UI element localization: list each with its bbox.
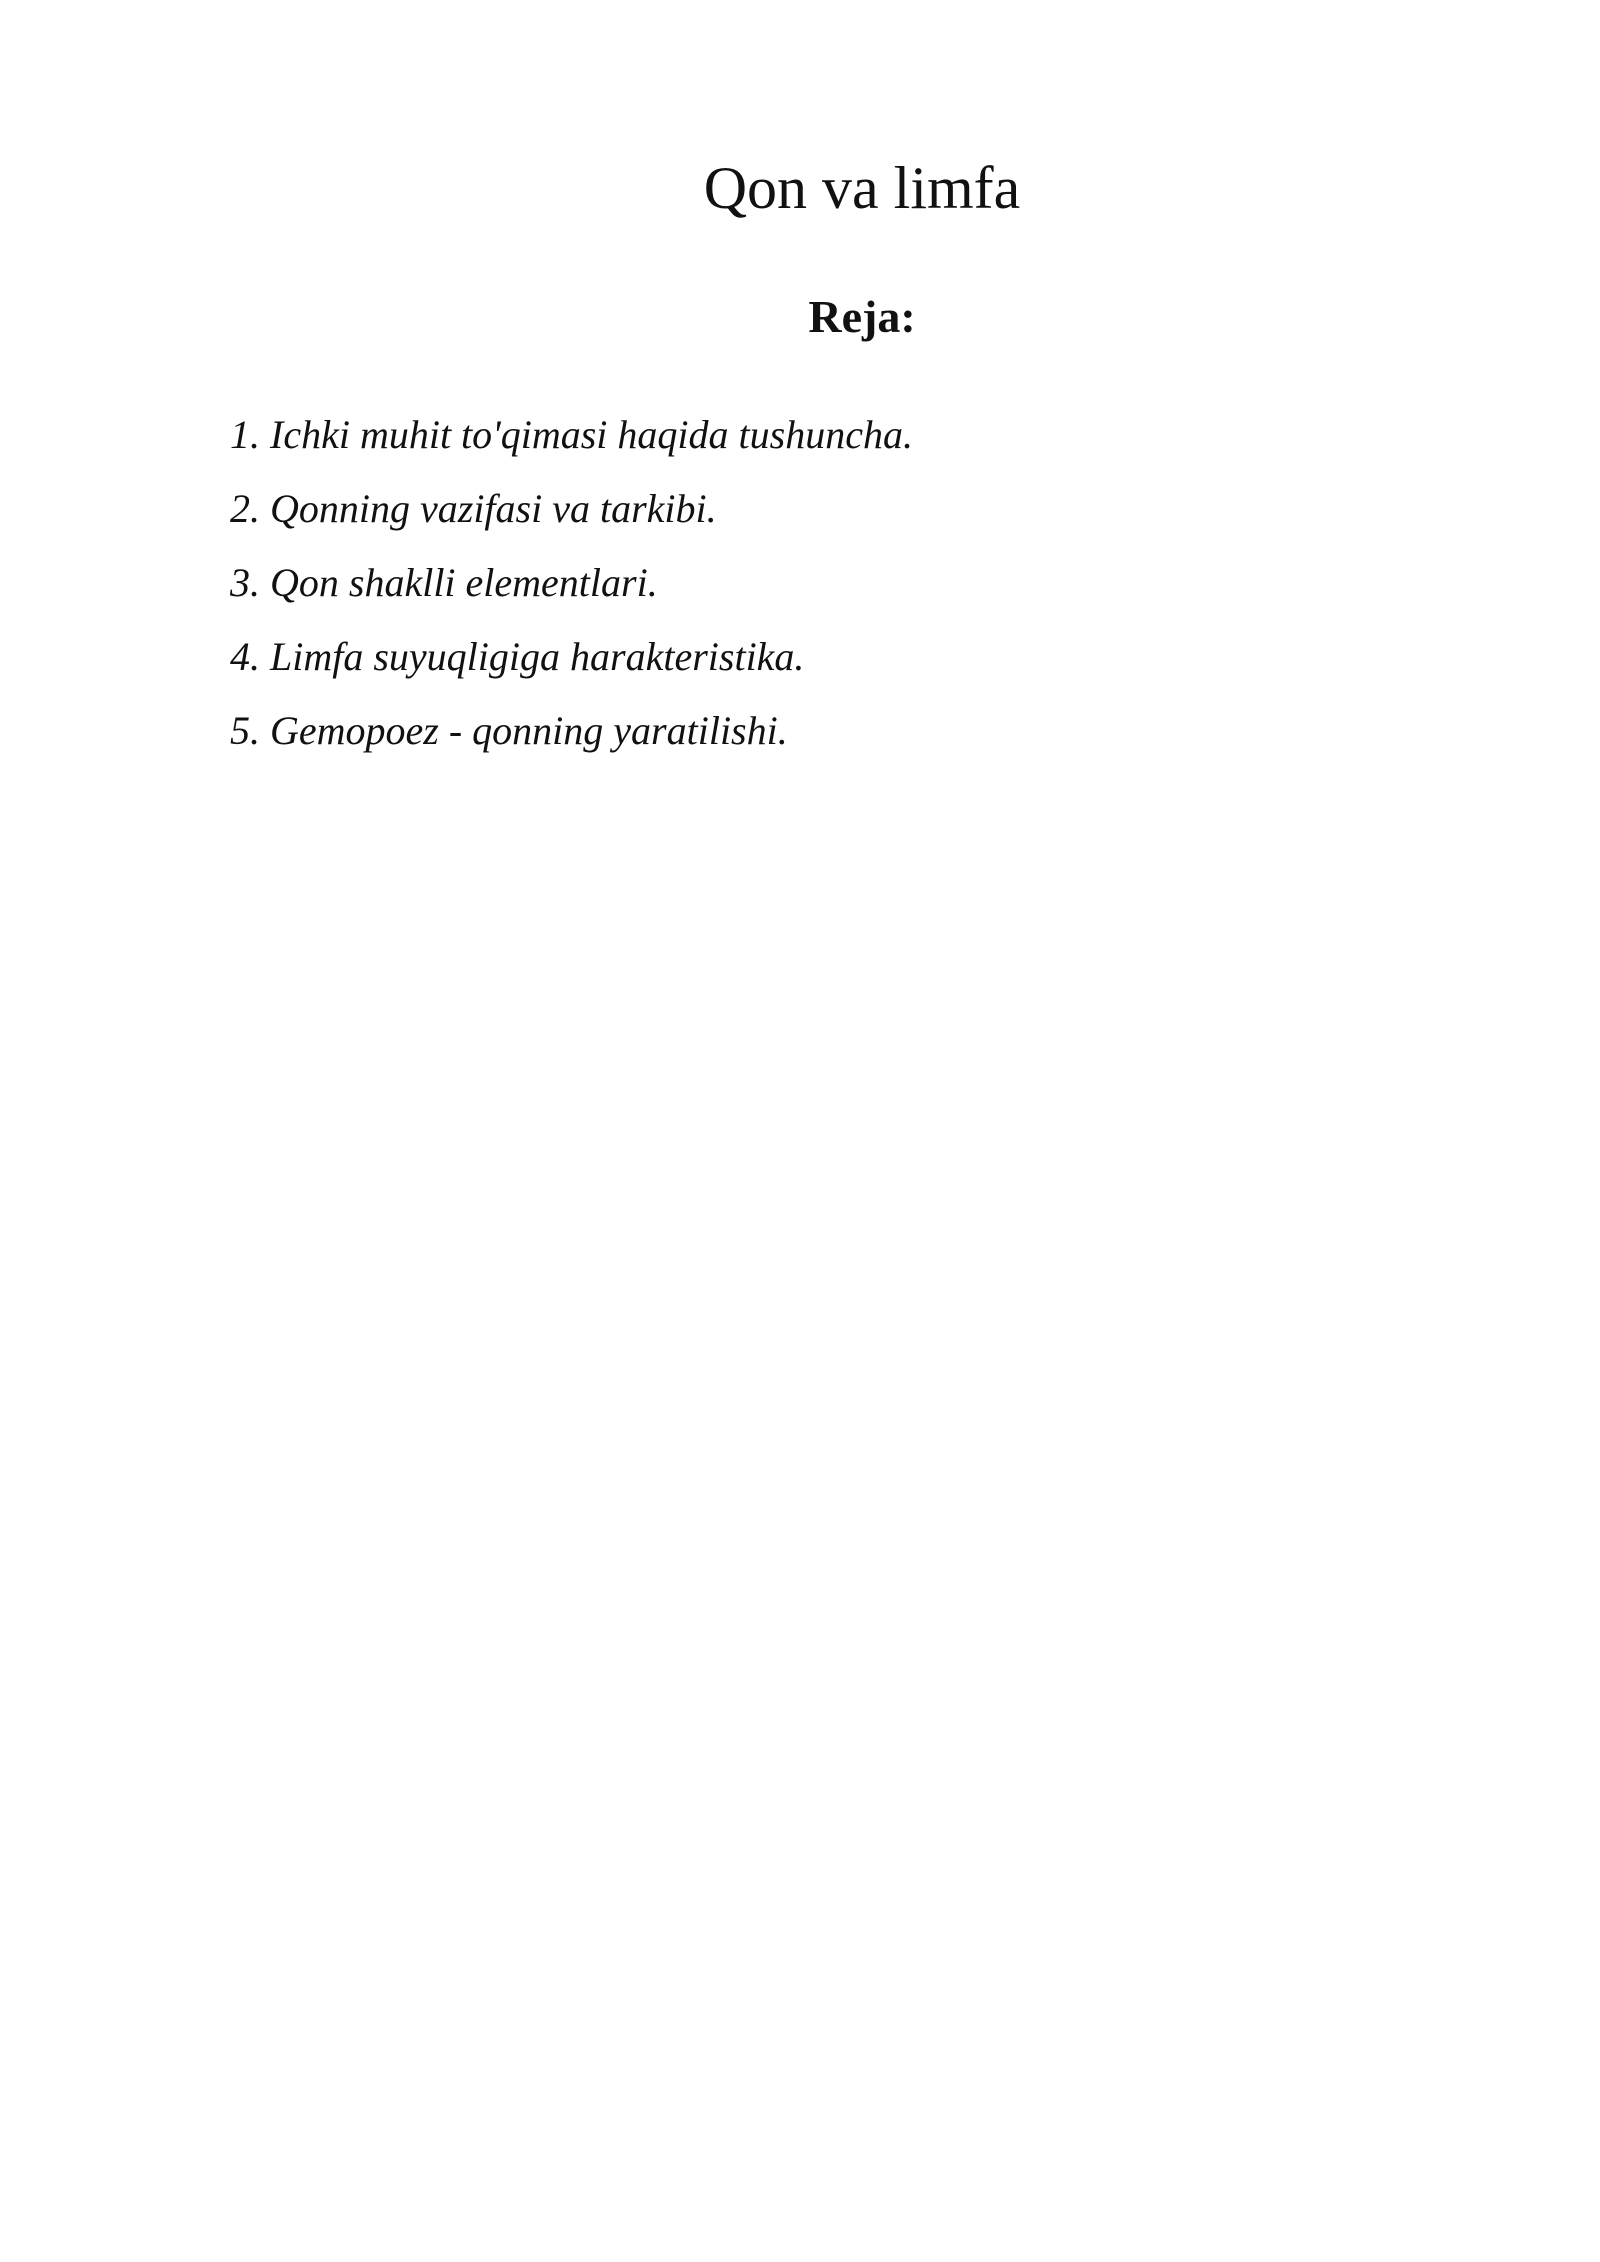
plan-item: 1. Ichki muhit to'qimasi haqida tushuncha. [230,412,913,457]
plan-item: 5. Gemopoez - qonning yaratilishi. [230,708,788,753]
document-title: Qon va limfa [703,155,1021,221]
plan-item: 3. Qon shaklli elementlari. [230,560,658,605]
plan-heading: Reja: [808,291,916,342]
plan-list [230,398,913,768]
plan-item: 4. Limfa suyuqligiga harakteristika. [230,634,805,679]
plan-item: 2. Qonning vazifasi va tarkibi. [230,486,717,531]
